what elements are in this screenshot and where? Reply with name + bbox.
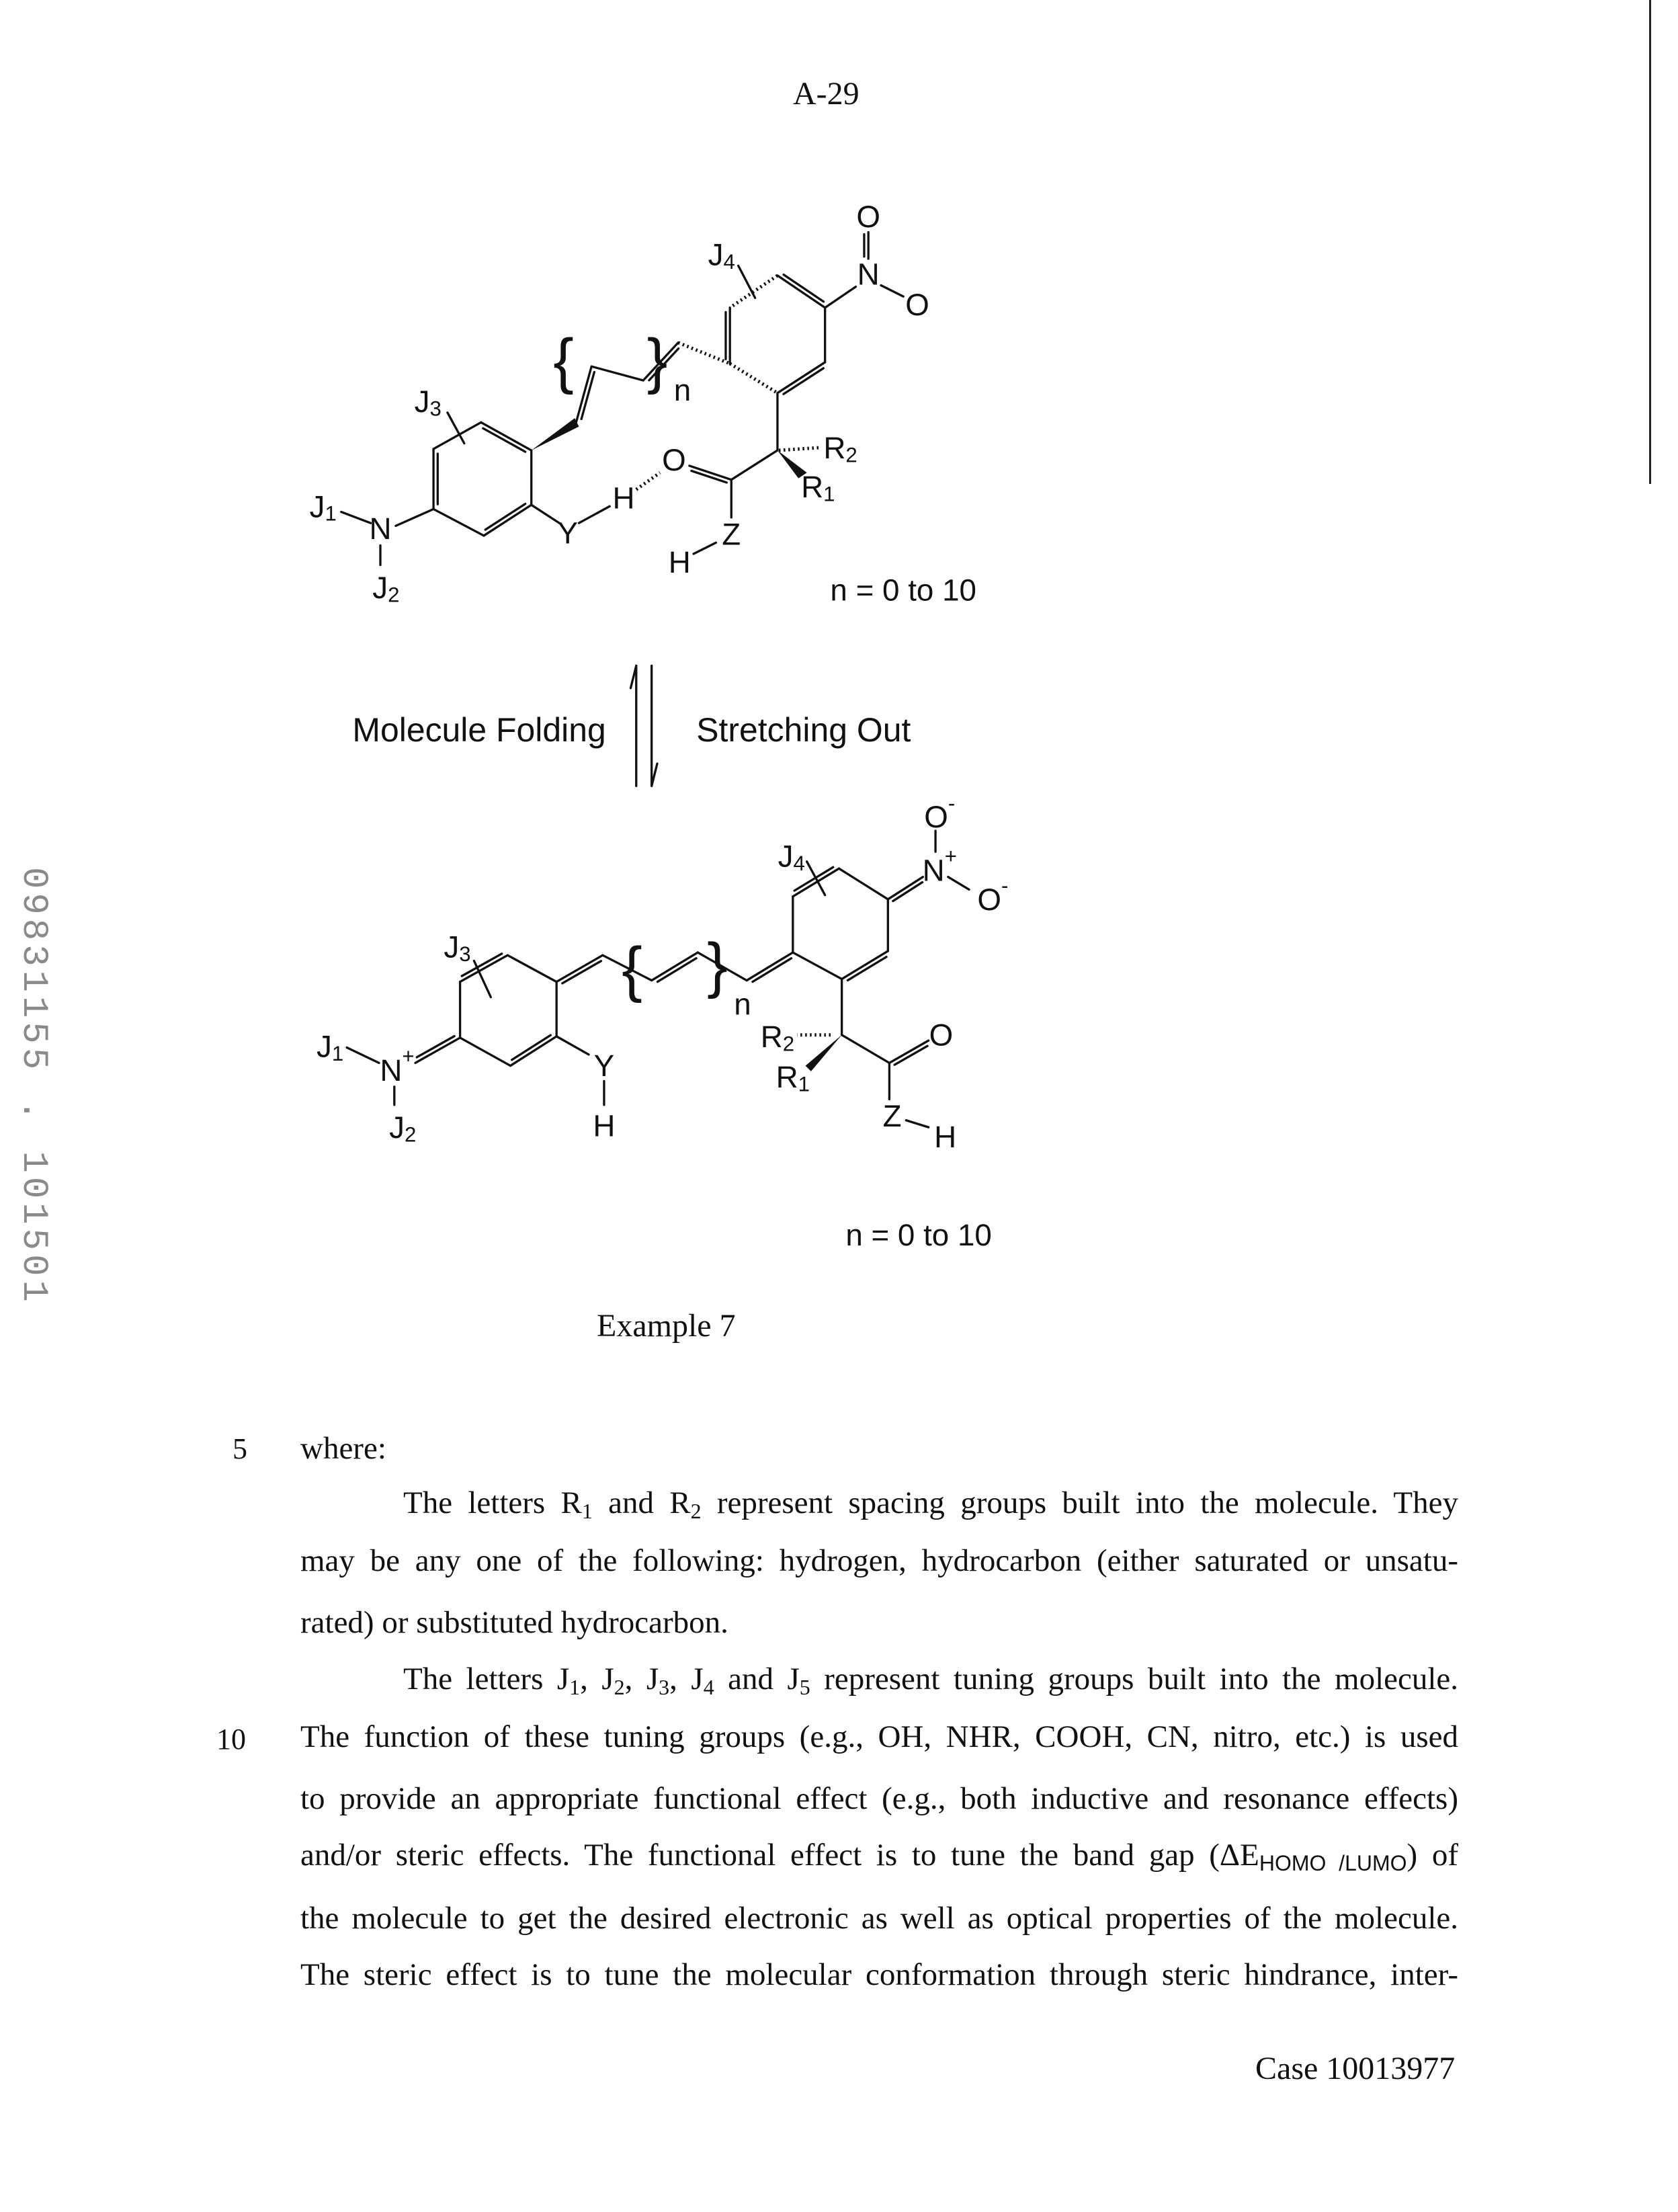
where-label: where: [300, 1430, 386, 1467]
bond-line [556, 1036, 589, 1055]
bond-line [507, 955, 556, 982]
label-h-z: H [934, 1120, 956, 1154]
text-segment: and J [714, 1662, 800, 1696]
text-segment: The letters R [403, 1485, 582, 1520]
hashed-bond [730, 276, 778, 308]
body-text-line [403, 1484, 1458, 1522]
double-bond-line [417, 1036, 454, 1057]
bond-line [396, 509, 433, 526]
ring-b-bonds [726, 275, 825, 395]
label-z: Z [883, 1099, 902, 1133]
bond-line [694, 542, 716, 554]
double-bond-line [753, 958, 792, 982]
hashed-bond [636, 473, 660, 489]
text-segment: represent spacing groups built into the molecule. They [702, 1485, 1458, 1520]
subscript: 5 [800, 1675, 810, 1699]
bond-line [739, 265, 755, 298]
body-text-line [300, 1836, 1458, 1874]
folded-molecule [310, 200, 976, 608]
stretched-molecule [317, 791, 1008, 1252]
label-r1: R1 [776, 1060, 810, 1096]
bond-line [415, 1038, 460, 1063]
chemical-structures-figure [0, 0, 1678, 2212]
body-text-line [300, 1542, 1458, 1580]
bond-line [825, 287, 856, 308]
bond-line [889, 1040, 928, 1063]
line-number-5: 5 [233, 1432, 247, 1466]
bond-line [433, 509, 484, 536]
hashed-bond [678, 343, 730, 364]
text-segment: the molecule to get the desired electronic as well as optical properties of the molecule. [300, 1901, 1458, 1936]
text-segment: , J [625, 1662, 659, 1696]
subscript: 2 [614, 1675, 625, 1699]
n-range-label: n = 0 to 10 [845, 1218, 992, 1252]
label-j1: J1 [310, 489, 337, 525]
label-h-y: H [593, 1109, 615, 1143]
bond-line [460, 1038, 511, 1066]
label-nitro-n: N [857, 257, 880, 291]
label-j4: J4 [778, 839, 805, 874]
bond-line [842, 951, 888, 979]
label-r1: R1 [801, 470, 835, 505]
label-j1: J1 [317, 1029, 343, 1065]
bond-line [881, 285, 903, 296]
bond-line [888, 877, 923, 899]
label-j2: J2 [389, 1110, 416, 1146]
bond-line [793, 952, 842, 979]
double-bond-line [893, 883, 923, 901]
label-nitro-n-plus: N+ [923, 844, 957, 887]
bond-line [433, 422, 481, 449]
label-j4: J4 [708, 237, 735, 273]
text-segment: ) of [1407, 1838, 1458, 1873]
label-z: Z [722, 517, 741, 551]
bond-line [556, 955, 603, 982]
subscript: 1 [582, 1499, 593, 1523]
repeat-brace-close: } [707, 931, 728, 999]
body-text-line [300, 1780, 1458, 1817]
case-number: Case 10013977 [1255, 2050, 1455, 2087]
label-h-z: H [669, 545, 691, 579]
line-number-10: 10 [216, 1722, 246, 1756]
bond-line [747, 952, 793, 981]
repeat-brace-close: } [647, 327, 668, 395]
label-r2: R2 [823, 430, 857, 466]
bond-line [511, 1036, 557, 1066]
ring-a-bonds [433, 422, 532, 536]
label-y: Y [594, 1049, 615, 1083]
double-bond-line [657, 958, 696, 982]
stretching-out-label: Stretching Out [696, 711, 911, 749]
page-number: A-29 [793, 75, 859, 112]
bond-line [591, 366, 643, 380]
label-j2: J2 [372, 570, 399, 606]
bond-line [906, 1120, 928, 1127]
text-segment: to provide an appropriate functional effect (e.g., both inductive and resonance effects) [300, 1781, 1458, 1816]
bond-line [484, 505, 532, 536]
n-range-label: n = 0 to 10 [830, 573, 976, 608]
bond-line [778, 362, 825, 393]
wedge-bond [806, 1035, 842, 1071]
text-segment: represent tuning groups built into the molecule. [810, 1662, 1458, 1696]
body-text-line [403, 1660, 1458, 1698]
label-r2: R2 [761, 1019, 794, 1055]
label-nitro-o-minus-top: O- [924, 791, 955, 834]
double-bond-line [894, 1046, 927, 1065]
bond-line [778, 276, 825, 308]
subscript: 2 [691, 1499, 702, 1523]
subscript: 3 [659, 1675, 669, 1699]
bond-line [948, 877, 969, 890]
body-text-line [300, 1956, 1458, 1994]
double-bond-line [847, 957, 886, 981]
bond-line [481, 422, 532, 450]
label-h-y: H [613, 481, 635, 515]
bond-line [347, 1048, 379, 1063]
hashed-bond [779, 448, 821, 450]
double-bond-line [784, 368, 823, 394]
label-amine-n: N [369, 511, 391, 546]
text-segment: may be any one of the following: hydrogen, hydrocarbon (either saturated or unsatu- [300, 1543, 1458, 1578]
label-carbonyl-o: O [662, 443, 686, 477]
double-bond-line [562, 961, 601, 983]
repeat-brace-open: { [622, 935, 642, 1003]
text-segment: The letters J [403, 1662, 569, 1696]
double-bond-line [512, 1035, 551, 1060]
text-segment: rated) or substituted hydrocarbon. [300, 1605, 728, 1640]
text-segment: , J [580, 1662, 614, 1696]
stamp-text: 09831155 . 101501 [13, 867, 54, 1306]
text-segment: , J [669, 1662, 704, 1696]
text-segment: The function of these tuning groups (e.g., OH, NHR, COOH, CN, nitro, etc.) is used [300, 1719, 1458, 1754]
label-y: Y [558, 516, 579, 550]
repeat-n: n [734, 987, 751, 1022]
bond-line [731, 450, 778, 480]
label-nitro-o-right: O [905, 288, 929, 322]
wedge-bond [532, 418, 579, 450]
double-bond-line [784, 275, 823, 302]
label-nitro-o-top: O [856, 200, 880, 234]
subscript-homo-lumo: HOMO /LUMO [1259, 1851, 1407, 1875]
label-carbonyl-o: O [929, 1018, 954, 1052]
repeat-n: n [674, 373, 691, 407]
label-j3: J3 [415, 384, 442, 420]
label-j3: J3 [444, 930, 470, 965]
subscript: 1 [569, 1675, 580, 1699]
repeat-brace-open: { [553, 327, 574, 395]
bond-line [652, 952, 698, 981]
text-segment: and/or steric effects. The functional effect is to tune the band gap (ΔE [300, 1838, 1259, 1873]
bond-line [532, 505, 560, 523]
body-text-line [300, 1899, 1458, 1937]
text-segment: and R [593, 1485, 691, 1520]
label-amine-n-plus: N+ [380, 1044, 414, 1088]
figure-caption: Example 7 [597, 1307, 736, 1344]
molecule-folding-label: Molecule Folding [352, 711, 605, 749]
text-segment: The steric effect is to tune the molecular conformation through steric hindrance, inter- [300, 1957, 1458, 1992]
bond-line [839, 868, 888, 899]
subscript: 4 [704, 1675, 714, 1699]
equilibrium-arrows [630, 665, 657, 786]
hashed-bond [730, 364, 778, 393]
bond-line [842, 1035, 890, 1063]
double-bond-line [483, 428, 526, 452]
double-bond-line [485, 504, 525, 530]
body-text-line [300, 1604, 1458, 1641]
bond-line [579, 506, 610, 523]
bond-line [341, 512, 371, 524]
label-nitro-o-minus-right: O- [977, 874, 1008, 917]
body-text-line [300, 1718, 1458, 1756]
